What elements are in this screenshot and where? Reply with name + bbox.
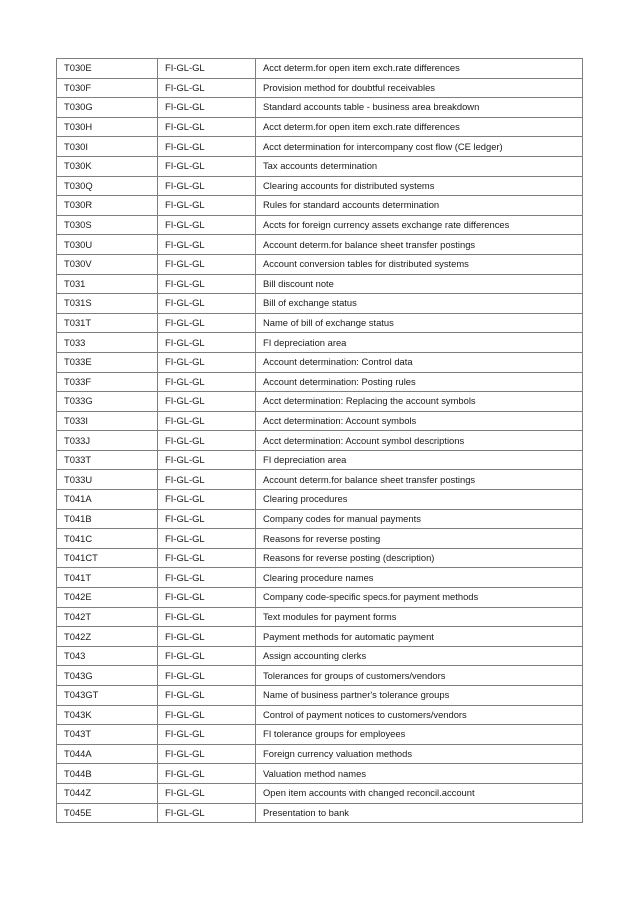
- table-row: [57, 215, 583, 235]
- table-row: [57, 117, 583, 137]
- component-cell: FI-GL-GL: [158, 98, 256, 118]
- description-cell: Text modules for payment forms: [256, 607, 583, 627]
- component-cell: FI-GL-GL: [158, 783, 256, 803]
- table-name-cell: T030I: [57, 137, 158, 157]
- table-row: [57, 274, 583, 294]
- table-row: [57, 568, 583, 588]
- table-name-cell: T043T: [57, 725, 158, 745]
- table-name-cell: T030E: [57, 59, 158, 79]
- table-row: [57, 235, 583, 255]
- component-cell: FI-GL-GL: [158, 215, 256, 235]
- component-cell: FI-GL-GL: [158, 235, 256, 255]
- table-name-cell: T041T: [57, 568, 158, 588]
- component-cell: FI-GL-GL: [158, 568, 256, 588]
- table-row: [57, 392, 583, 412]
- component-cell: FI-GL-GL: [158, 333, 256, 353]
- table-row: [57, 607, 583, 627]
- component-cell: FI-GL-GL: [158, 470, 256, 490]
- component-cell: FI-GL-GL: [158, 607, 256, 627]
- component-cell: FI-GL-GL: [158, 294, 256, 314]
- component-cell: FI-GL-GL: [158, 686, 256, 706]
- table-name-cell: T033: [57, 333, 158, 353]
- component-cell: FI-GL-GL: [158, 372, 256, 392]
- table-name-cell: T030R: [57, 196, 158, 216]
- description-cell: Acct determ.for open item exch.rate differences: [256, 117, 583, 137]
- table-row: [57, 137, 583, 157]
- table-row: [57, 59, 583, 79]
- table-row: [57, 411, 583, 431]
- table-row: [57, 431, 583, 451]
- description-cell: Company code-specific specs.for payment methods: [256, 588, 583, 608]
- component-cell: FI-GL-GL: [158, 646, 256, 666]
- component-cell: FI-GL-GL: [158, 803, 256, 823]
- table-body: [57, 59, 583, 823]
- table-row: [57, 490, 583, 510]
- table-list: [56, 58, 583, 823]
- table-name-cell: T044B: [57, 764, 158, 784]
- table-row: [57, 646, 583, 666]
- description-cell: Acct determination for intercompany cost flow (CE ledger): [256, 137, 583, 157]
- table-row: [57, 529, 583, 549]
- component-cell: FI-GL-GL: [158, 176, 256, 196]
- table-name-cell: T031T: [57, 313, 158, 333]
- description-cell: Acct determ.for open item exch.rate differences: [256, 59, 583, 79]
- description-cell: Foreign currency valuation methods: [256, 744, 583, 764]
- table-row: [57, 294, 583, 314]
- component-cell: FI-GL-GL: [158, 588, 256, 608]
- description-cell: FI depreciation area: [256, 333, 583, 353]
- description-cell: Acct determination: Replacing the account symbols: [256, 392, 583, 412]
- table-name-cell: T030S: [57, 215, 158, 235]
- table-name-cell: T042Z: [57, 627, 158, 647]
- table-name-cell: T033J: [57, 431, 158, 451]
- description-cell: Account determ.for balance sheet transfer postings: [256, 470, 583, 490]
- description-cell: Bill discount note: [256, 274, 583, 294]
- component-cell: FI-GL-GL: [158, 392, 256, 412]
- description-cell: Name of business partner's tolerance groups: [256, 686, 583, 706]
- table-name-cell: T033F: [57, 372, 158, 392]
- component-cell: FI-GL-GL: [158, 509, 256, 529]
- description-cell: Payment methods for automatic payment: [256, 627, 583, 647]
- table-name-cell: T045E: [57, 803, 158, 823]
- table-row: [57, 548, 583, 568]
- description-cell: Clearing accounts for distributed systems: [256, 176, 583, 196]
- table-row: [57, 705, 583, 725]
- component-cell: FI-GL-GL: [158, 254, 256, 274]
- table-name-cell: T044Z: [57, 783, 158, 803]
- table-name-cell: T030F: [57, 78, 158, 98]
- component-cell: FI-GL-GL: [158, 78, 256, 98]
- table-row: [57, 783, 583, 803]
- table-name-cell: T044A: [57, 744, 158, 764]
- table-name-cell: T041B: [57, 509, 158, 529]
- table-name-cell: T041C: [57, 529, 158, 549]
- component-cell: FI-GL-GL: [158, 431, 256, 451]
- table-name-cell: T042T: [57, 607, 158, 627]
- component-cell: FI-GL-GL: [158, 627, 256, 647]
- table-name-cell: T030V: [57, 254, 158, 274]
- description-cell: Tolerances for groups of customers/vendors: [256, 666, 583, 686]
- table-row: [57, 98, 583, 118]
- description-cell: Acct determination: Account symbols: [256, 411, 583, 431]
- description-cell: Assign accounting clerks: [256, 646, 583, 666]
- table-row: [57, 176, 583, 196]
- description-cell: FI tolerance groups for employees: [256, 725, 583, 745]
- component-cell: FI-GL-GL: [158, 137, 256, 157]
- table-row: [57, 588, 583, 608]
- table-row: [57, 156, 583, 176]
- table-row: [57, 470, 583, 490]
- description-cell: Clearing procedures: [256, 490, 583, 510]
- table-row: [57, 196, 583, 216]
- table-name-cell: T043GT: [57, 686, 158, 706]
- table-row: [57, 254, 583, 274]
- description-cell: Account determination: Posting rules: [256, 372, 583, 392]
- table-name-cell: T041CT: [57, 548, 158, 568]
- description-cell: Account conversion tables for distributed systems: [256, 254, 583, 274]
- table-row: [57, 686, 583, 706]
- description-cell: Valuation method names: [256, 764, 583, 784]
- table-row: [57, 744, 583, 764]
- table-name-cell: T033E: [57, 352, 158, 372]
- description-cell: Reasons for reverse posting (description): [256, 548, 583, 568]
- table-name-cell: T033U: [57, 470, 158, 490]
- description-cell: Tax accounts determination: [256, 156, 583, 176]
- table-name-cell: T042E: [57, 588, 158, 608]
- table-name-cell: T031S: [57, 294, 158, 314]
- description-cell: Account determination: Control data: [256, 352, 583, 372]
- description-cell: Bill of exchange status: [256, 294, 583, 314]
- table-row: [57, 666, 583, 686]
- description-cell: Control of payment notices to customers/vendors: [256, 705, 583, 725]
- table-row: [57, 627, 583, 647]
- table-name-cell: T043G: [57, 666, 158, 686]
- description-cell: Reasons for reverse posting: [256, 529, 583, 549]
- component-cell: FI-GL-GL: [158, 764, 256, 784]
- table-row: [57, 78, 583, 98]
- component-cell: FI-GL-GL: [158, 529, 256, 549]
- table-row: [57, 764, 583, 784]
- description-cell: Provision method for doubtful receivables: [256, 78, 583, 98]
- table-name-cell: T043: [57, 646, 158, 666]
- table-name-cell: T030Q: [57, 176, 158, 196]
- table-name-cell: T030H: [57, 117, 158, 137]
- component-cell: FI-GL-GL: [158, 450, 256, 470]
- component-cell: FI-GL-GL: [158, 666, 256, 686]
- component-cell: FI-GL-GL: [158, 725, 256, 745]
- table-name-cell: T030K: [57, 156, 158, 176]
- component-cell: FI-GL-GL: [158, 156, 256, 176]
- table-name-cell: T031: [57, 274, 158, 294]
- component-cell: FI-GL-GL: [158, 490, 256, 510]
- table-row: [57, 803, 583, 823]
- table-row: [57, 333, 583, 353]
- description-cell: Open item accounts with changed reconcil.account: [256, 783, 583, 803]
- description-cell: Account determ.for balance sheet transfer postings: [256, 235, 583, 255]
- table-row: [57, 725, 583, 745]
- component-cell: FI-GL-GL: [158, 117, 256, 137]
- description-cell: Rules for standard accounts determination: [256, 196, 583, 216]
- component-cell: FI-GL-GL: [158, 313, 256, 333]
- table-name-cell: T030G: [57, 98, 158, 118]
- table-row: [57, 450, 583, 470]
- component-cell: FI-GL-GL: [158, 548, 256, 568]
- table-name-cell: T030U: [57, 235, 158, 255]
- table-name-cell: T033I: [57, 411, 158, 431]
- component-cell: FI-GL-GL: [158, 274, 256, 294]
- table-row: [57, 352, 583, 372]
- table-name-cell: T033T: [57, 450, 158, 470]
- component-cell: FI-GL-GL: [158, 744, 256, 764]
- description-cell: Acct determination: Account symbol descriptions: [256, 431, 583, 451]
- table-row: [57, 372, 583, 392]
- component-cell: FI-GL-GL: [158, 705, 256, 725]
- description-cell: FI depreciation area: [256, 450, 583, 470]
- table-name-cell: T033G: [57, 392, 158, 412]
- table-name-cell: T041A: [57, 490, 158, 510]
- component-cell: FI-GL-GL: [158, 411, 256, 431]
- component-cell: FI-GL-GL: [158, 59, 256, 79]
- table-row: [57, 509, 583, 529]
- description-cell: Presentation to bank: [256, 803, 583, 823]
- component-cell: FI-GL-GL: [158, 352, 256, 372]
- table-row: [57, 313, 583, 333]
- description-cell: Accts for foreign currency assets exchange rate differences: [256, 215, 583, 235]
- document-page: [56, 58, 582, 823]
- description-cell: Standard accounts table - business area breakdown: [256, 98, 583, 118]
- description-cell: Company codes for manual payments: [256, 509, 583, 529]
- table-name-cell: T043K: [57, 705, 158, 725]
- description-cell: Name of bill of exchange status: [256, 313, 583, 333]
- description-cell: Clearing procedure names: [256, 568, 583, 588]
- component-cell: FI-GL-GL: [158, 196, 256, 216]
